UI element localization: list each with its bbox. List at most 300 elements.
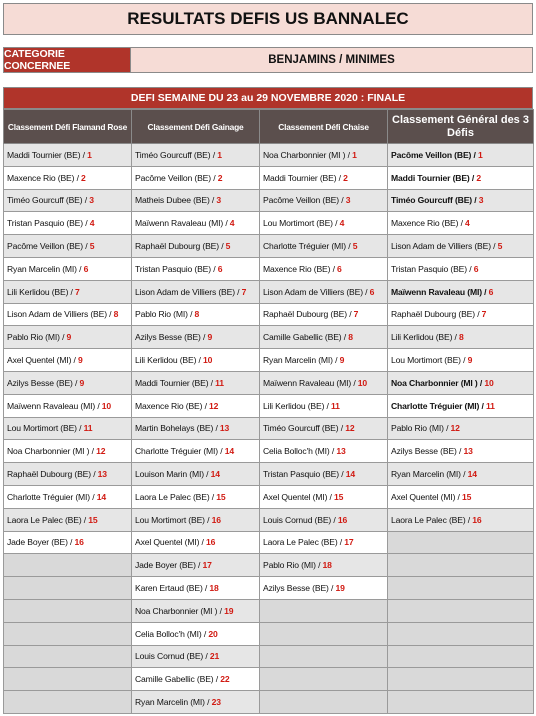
result-cell <box>4 280 132 303</box>
athlete-name: Lou Mortimort (BE) <box>135 514 205 525</box>
rank-value: 5 <box>352 241 358 252</box>
athlete-name: Matheis Dubee (BE) <box>135 195 210 206</box>
table-row <box>4 212 534 235</box>
athlete-name: Maïwenn Ravaleau (MI) <box>263 377 352 388</box>
athlete-name: Maxence Rio (BE) <box>263 263 331 274</box>
athlete-name: Maddi Tournier (BE) <box>7 149 81 160</box>
table-row <box>4 645 534 668</box>
rank-value: 18 <box>322 560 332 571</box>
separator: / <box>80 149 88 160</box>
column-header-flamand-rose: Classement Défi Flamand Rose <box>4 110 132 144</box>
athlete-name: Raphaël Dubourg (BE) <box>135 241 219 252</box>
athlete-name: Jade Boyer (BE) <box>7 537 68 548</box>
result-cell <box>260 235 388 258</box>
athlete-name: Ryan Marcelin (MI) <box>7 263 77 274</box>
result-cell <box>260 257 388 280</box>
separator: / <box>67 537 75 548</box>
athlete-name: Lili Kerlidou (BE) <box>391 332 453 343</box>
athlete-name: Timéo Gourcuff (BE) <box>7 195 83 206</box>
results-table <box>3 109 534 714</box>
athlete-name: Ryan Marcelin (MI) <box>263 355 333 366</box>
rank-value: 3 <box>345 195 351 206</box>
rank-value: 13 <box>97 469 107 480</box>
separator: / <box>479 400 486 411</box>
defi-title: DEFI SEMAINE DU 23 au 29 NOVEMBRE 2020 : FINALE <box>3 87 533 109</box>
result-cell <box>260 144 388 167</box>
result-cell <box>388 280 534 303</box>
athlete-name: Pacôme Veillon (BE) <box>391 149 472 160</box>
rank-value: 1 <box>477 149 483 160</box>
rank-value: 14 <box>224 446 234 457</box>
separator: / <box>71 355 79 366</box>
rank-value: 2 <box>476 172 481 183</box>
separator: / <box>209 491 217 502</box>
table-row <box>4 303 534 326</box>
athlete-name: Pablo Rio (MI) <box>263 560 316 571</box>
rank-value: 7 <box>75 286 80 297</box>
result-cell <box>388 189 534 212</box>
athlete-name: Charlotte Tréguier (MI) <box>7 491 90 502</box>
result-cell <box>132 577 260 600</box>
table-row <box>4 691 534 714</box>
rank-value: 16 <box>206 537 216 548</box>
result-cell <box>260 349 388 372</box>
athlete-name: Noa Charbonnier (MI ) <box>7 446 90 457</box>
rank-value: 4 <box>339 218 345 229</box>
page-title: RESULTATS DEFIS US BANNALEC <box>3 3 533 35</box>
athlete-name: Pablo Rio (MI) <box>135 309 188 320</box>
empty-cell <box>388 622 534 645</box>
athlete-name: Laora Le Palec (BE) <box>263 537 338 548</box>
result-cell <box>132 440 260 463</box>
column-header-gainage: Classement Défi Gainage <box>132 110 260 144</box>
separator: / <box>465 514 473 525</box>
rank-value: 1 <box>352 149 357 160</box>
rank-value: 6 <box>217 263 223 274</box>
athlete-name: Camille Gabellic (BE) <box>135 674 214 685</box>
separator: / <box>346 241 353 252</box>
result-cell <box>4 417 132 440</box>
result-cell <box>132 144 260 167</box>
category-row <box>3 47 533 73</box>
separator: / <box>469 172 477 183</box>
athlete-name: Axel Quentel (MI) <box>391 491 456 502</box>
result-cell <box>132 349 260 372</box>
rank-value: 9 <box>339 355 345 366</box>
result-cell <box>388 326 534 349</box>
result-cell <box>132 212 260 235</box>
rank-value: 11 <box>83 423 93 434</box>
athlete-name: Azilys Besse (BE) <box>263 583 329 594</box>
rank-value: 6 <box>488 286 494 297</box>
rank-value: 15 <box>216 491 226 502</box>
result-cell <box>388 144 534 167</box>
rank-value: 2 <box>81 172 86 183</box>
separator: / <box>74 172 82 183</box>
separator: / <box>362 286 370 297</box>
result-cell <box>4 212 132 235</box>
separator: / <box>351 377 358 388</box>
table-row <box>4 599 534 622</box>
results-body <box>4 144 534 714</box>
result-cell <box>132 508 260 531</box>
rank-value: 8 <box>348 332 353 343</box>
result-cell <box>132 622 260 645</box>
separator: / <box>327 491 335 502</box>
rank-value: 6 <box>369 286 375 297</box>
result-cell <box>260 417 388 440</box>
separator: / <box>336 172 344 183</box>
table-row <box>4 371 534 394</box>
table-row <box>4 417 534 440</box>
separator: / <box>234 286 242 297</box>
separator: / <box>82 195 90 206</box>
separator: / <box>203 651 210 662</box>
separator: / <box>210 149 218 160</box>
rank-value: 1 <box>217 149 222 160</box>
separator: / <box>223 218 230 229</box>
rank-value: 9 <box>207 332 213 343</box>
rank-value: 9 <box>467 355 473 366</box>
empty-cell <box>260 645 388 668</box>
result-cell <box>132 257 260 280</box>
separator: / <box>210 172 218 183</box>
athlete-name: Celia Bolloc'h (MI) <box>135 628 202 639</box>
rank-value: 23 <box>211 697 221 708</box>
rank-value: 4 <box>229 218 235 229</box>
athlete-name: Lili Kerlidou (BE) <box>135 355 197 366</box>
separator: / <box>466 263 474 274</box>
rank-value: 12 <box>96 446 106 457</box>
athlete-name: Celia Bolloc'h (MI) <box>263 446 330 457</box>
athlete-name: Laora Le Palec (BE) <box>7 514 82 525</box>
result-cell <box>260 303 388 326</box>
athlete-name: Camille Gabellic (BE) <box>263 332 342 343</box>
separator: / <box>338 423 346 434</box>
result-cell <box>132 554 260 577</box>
result-cell <box>4 485 132 508</box>
separator: / <box>203 469 211 480</box>
rank-value: 16 <box>472 514 482 525</box>
rank-value: 10 <box>484 377 494 388</box>
separator: / <box>218 241 226 252</box>
rank-value: 16 <box>337 514 348 525</box>
result-cell <box>132 668 260 691</box>
athlete-name: Lison Adam de Villiers (BE) <box>7 309 107 320</box>
empty-cell <box>260 691 388 714</box>
result-cell <box>388 349 534 372</box>
table-header-row <box>4 110 534 144</box>
result-cell <box>260 394 388 417</box>
rank-value: 15 <box>88 514 98 525</box>
empty-cell <box>388 577 534 600</box>
empty-cell <box>260 599 388 622</box>
athlete-name: Laora Le Palec (BE) <box>391 514 466 525</box>
table-row <box>4 463 534 486</box>
result-cell <box>132 371 260 394</box>
athlete-name: Maxence Rio (BE) <box>135 400 203 411</box>
rank-value: 12 <box>345 423 355 434</box>
athlete-name: Timéo Gourcuff (BE) <box>263 423 339 434</box>
result-cell <box>4 463 132 486</box>
result-cell <box>260 326 388 349</box>
rank-value: 13 <box>463 446 473 457</box>
rank-value: 3 <box>89 195 94 206</box>
rank-value: 9 <box>78 355 83 366</box>
empty-cell <box>4 691 132 714</box>
empty-cell <box>4 622 132 645</box>
result-cell <box>260 577 388 600</box>
empty-cell <box>4 599 132 622</box>
athlete-name: Maïwenn Ravaleau (MI) <box>135 218 224 229</box>
result-cell <box>132 166 260 189</box>
rank-value: 18 <box>209 583 219 594</box>
rank-value: 11 <box>485 400 495 411</box>
athlete-name: Louis Cornud (BE) <box>135 651 204 662</box>
result-cell <box>132 417 260 440</box>
rank-value: 9 <box>79 377 85 388</box>
rank-value: 8 <box>194 309 200 320</box>
separator: / <box>337 537 345 548</box>
rank-value: 17 <box>344 537 354 548</box>
rank-value: 7 <box>353 309 359 320</box>
separator: / <box>490 241 498 252</box>
separator: / <box>208 377 216 388</box>
rank-value: 8 <box>113 309 119 320</box>
athlete-name: Pablo Rio (MI) <box>7 332 60 343</box>
result-cell <box>260 166 388 189</box>
rank-value: 20 <box>208 628 218 639</box>
separator: / <box>202 583 210 594</box>
result-cell <box>4 303 132 326</box>
rank-value: 14 <box>345 469 355 480</box>
separator: / <box>59 332 67 343</box>
separator: / <box>341 332 349 343</box>
rank-value: 9 <box>66 332 72 343</box>
rank-value: 8 <box>459 332 464 343</box>
result-cell <box>132 280 260 303</box>
athlete-name: Louison Marin (MI) <box>135 469 204 480</box>
table-row <box>4 326 534 349</box>
result-cell <box>260 189 388 212</box>
separator: / <box>82 218 90 229</box>
rank-value: 10 <box>101 400 112 411</box>
separator: / <box>202 400 210 411</box>
table-row <box>4 622 534 645</box>
athlete-name: Axel Quentel (MI) <box>135 537 200 548</box>
athlete-name: Laora Le Palec (BE) <box>135 491 210 502</box>
athlete-name: Maddi Tournier (BE) <box>135 377 209 388</box>
separator: / <box>471 149 478 160</box>
separator: / <box>68 286 76 297</box>
result-cell <box>132 463 260 486</box>
separator: / <box>460 469 468 480</box>
result-cell <box>4 394 132 417</box>
athlete-name: Charlotte Tréguier (MI) <box>135 446 218 457</box>
empty-cell <box>4 554 132 577</box>
table-row <box>4 668 534 691</box>
result-cell <box>260 440 388 463</box>
rank-value: 12 <box>209 400 219 411</box>
empty-cell <box>4 645 132 668</box>
rank-value: 7 <box>241 286 247 297</box>
result-cell <box>388 440 534 463</box>
athlete-name: Maxence Rio (BE) <box>7 172 75 183</box>
separator: / <box>90 491 97 502</box>
athlete-name: Noa Charbonnier (MI ) <box>391 377 478 388</box>
athlete-name: Timéo Gourcuff (BE) <box>135 149 211 160</box>
separator: / <box>330 263 338 274</box>
rank-value: 7 <box>481 309 487 320</box>
table-row <box>4 577 534 600</box>
athlete-name: Axel Quentel (MI) <box>7 355 72 366</box>
separator: / <box>472 195 479 206</box>
rank-value: 19 <box>224 605 234 616</box>
separator: / <box>95 400 102 411</box>
result-cell <box>132 531 260 554</box>
result-cell <box>132 326 260 349</box>
separator: / <box>81 514 89 525</box>
result-cell <box>132 235 260 258</box>
athlete-name: Azilys Besse (BE) <box>391 446 457 457</box>
athlete-name: Lou Mortimort (BE) <box>7 423 77 434</box>
rank-value: 6 <box>83 263 89 274</box>
rank-value: 1 <box>87 149 92 160</box>
result-cell <box>388 508 534 531</box>
athlete-name: Ryan Marcelin (MI) <box>135 697 205 708</box>
athlete-name: Ryan Marcelin (MI) <box>391 469 461 480</box>
result-cell <box>132 691 260 714</box>
rank-value: 2 <box>343 172 348 183</box>
category-value: BENJAMINS / MINIMES <box>131 47 533 73</box>
athlete-name: Tristan Pasquio (BE) <box>135 263 211 274</box>
result-cell <box>388 417 534 440</box>
result-cell <box>132 394 260 417</box>
table-row <box>4 440 534 463</box>
table-row <box>4 508 534 531</box>
rank-value: 14 <box>96 491 106 502</box>
athlete-name: Pacôme Veillon (BE) <box>7 241 83 252</box>
result-cell <box>388 257 534 280</box>
athlete-name: Lou Mortimort (BE) <box>391 355 461 366</box>
athlete-name: Lili Kerlidou (BE) <box>263 400 325 411</box>
table-row <box>4 166 534 189</box>
empty-cell <box>388 599 534 622</box>
separator: / <box>217 605 225 616</box>
separator: / <box>474 309 482 320</box>
separator: / <box>72 377 80 388</box>
separator: / <box>201 628 209 639</box>
separator: / <box>199 537 207 548</box>
category-label: CATEGORIE CONCERNEE <box>3 47 131 73</box>
rank-value: 15 <box>334 491 344 502</box>
athlete-name: Jade Boyer (BE) <box>135 560 196 571</box>
table-row <box>4 554 534 577</box>
rank-value: 11 <box>215 377 224 388</box>
rank-value: 15 <box>462 491 472 502</box>
separator: / <box>209 195 217 206</box>
result-cell <box>4 189 132 212</box>
separator: / <box>458 218 466 229</box>
athlete-name: Maddi Tournier (BE) <box>391 172 470 183</box>
result-cell <box>4 257 132 280</box>
athlete-name: Timéo Gourcuff (BE) <box>391 195 473 206</box>
separator: / <box>315 560 323 571</box>
athlete-name: Lison Adam de Villiers (BE) <box>391 241 491 252</box>
empty-cell <box>388 645 534 668</box>
rank-value: 10 <box>357 377 368 388</box>
separator: / <box>196 355 204 366</box>
separator: / <box>204 697 212 708</box>
result-cell <box>260 485 388 508</box>
empty-cell <box>388 554 534 577</box>
table-row <box>4 531 534 554</box>
athlete-name: Azilys Besse (BE) <box>7 377 73 388</box>
result-cell <box>132 645 260 668</box>
separator: / <box>200 332 208 343</box>
athlete-name: Pablo Rio (MI) <box>391 423 444 434</box>
table-row <box>4 257 534 280</box>
rank-value: 13 <box>336 446 346 457</box>
empty-cell <box>260 622 388 645</box>
athlete-name: Lou Mortimort (BE) <box>263 218 333 229</box>
rank-value: 3 <box>478 195 484 206</box>
empty-cell <box>388 691 534 714</box>
athlete-name: Lili Kerlidou (BE) <box>7 286 69 297</box>
rank-value: 19 <box>335 583 345 594</box>
rank-value: 13 <box>219 423 230 434</box>
rank-value: 6 <box>337 263 342 274</box>
separator: / <box>332 355 340 366</box>
athlete-name: Tristan Pasquio (BE) <box>391 263 467 274</box>
table-row <box>4 485 534 508</box>
separator: / <box>338 195 346 206</box>
result-cell <box>260 212 388 235</box>
athlete-name: Charlotte Tréguier (MI) <box>391 400 480 411</box>
athlete-name: Charlotte Tréguier (MI) <box>263 241 346 252</box>
separator: / <box>210 263 218 274</box>
result-cell <box>132 485 260 508</box>
athlete-name: Noa Charbonnier (MI ) <box>135 605 218 616</box>
rank-value: 14 <box>467 469 477 480</box>
result-cell <box>260 554 388 577</box>
result-cell <box>4 508 132 531</box>
empty-cell <box>260 668 388 691</box>
empty-cell <box>4 577 132 600</box>
athlete-name: Louis Cornud (BE) <box>263 514 332 525</box>
result-cell <box>388 303 534 326</box>
rank-value: 22 <box>220 674 230 685</box>
separator: / <box>204 514 212 525</box>
separator: / <box>452 332 460 343</box>
separator: / <box>328 583 336 594</box>
result-cell <box>388 371 534 394</box>
result-cell <box>260 531 388 554</box>
athlete-name: Raphaël Dubourg (BE) <box>391 309 475 320</box>
athlete-name: Pacôme Veillon (BE) <box>135 172 211 183</box>
separator: / <box>213 674 221 685</box>
table-row <box>4 235 534 258</box>
separator: / <box>460 355 468 366</box>
empty-cell <box>388 668 534 691</box>
rank-value: 16 <box>74 537 84 548</box>
rank-value: 12 <box>450 423 460 434</box>
athlete-name: Maïwenn Ravaleau (MI) <box>7 400 96 411</box>
result-cell <box>4 531 132 554</box>
rank-value: 2 <box>217 172 223 183</box>
rank-value: 4 <box>465 218 470 229</box>
result-cell <box>4 371 132 394</box>
